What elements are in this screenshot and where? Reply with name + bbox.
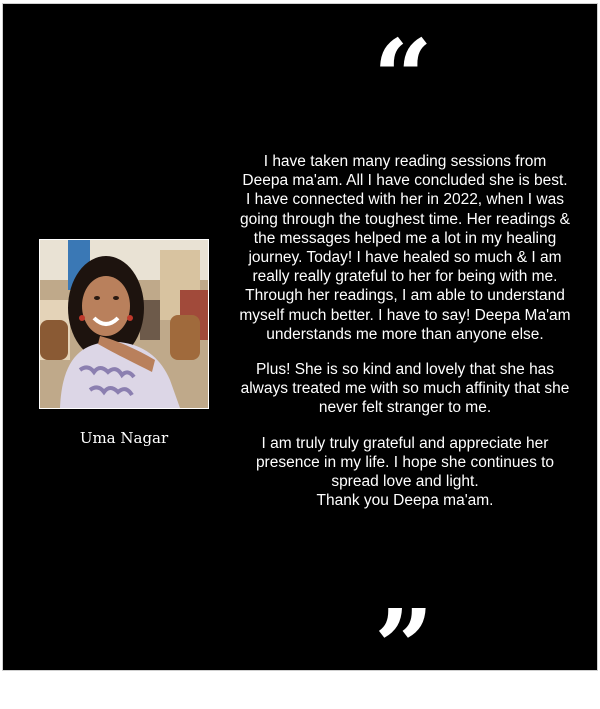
- testimonial-thanks: Thank you Deepa ma'am.: [316, 492, 494, 510]
- close-quote-icon: ”: [374, 586, 428, 709]
- testimonial-paragraph-2: Plus! She is so kind and lovely that she has always treated me with so much affinity that she never felt stranger to me.: [240, 361, 570, 417]
- author-name: Uma Nagar: [79, 429, 169, 447]
- testimonial-card: [2, 3, 598, 709]
- testimonial-text: [239, 152, 571, 526]
- open-quote-icon: “: [373, 16, 427, 139]
- author-photo: [39, 239, 209, 409]
- testimonial-paragraph-1: I have taken many reading sessions from Deepa ma'am. All I have concluded she is best. I have connected with her in 2022, when I was going through the toughest time. Her readings & the messages helped me a lot in my healing journey. Today! I have healed so much & I am really really grateful to her for being with me. Through her readings, I am able to understand myself much better. I have to say! Deepa Ma'am understands me more than anyone else.: [239, 153, 571, 343]
- testimonial-paragraph-3: I am truly truly grateful and appreciate her presence in my life. I hope she continues to spread love and light.: [255, 434, 555, 491]
